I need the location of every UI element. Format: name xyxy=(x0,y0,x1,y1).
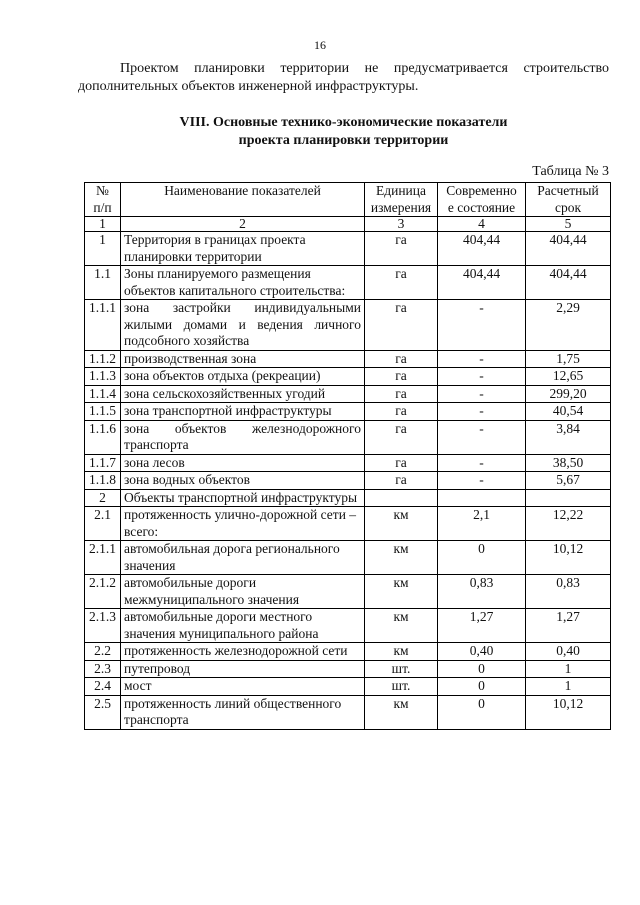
column-index-2: 2 xyxy=(121,217,365,232)
row-unit: шт. xyxy=(365,660,438,678)
intro-paragraph: Проектом планировки территории не предусматривается строительство дополнительных объектов инженерной инфраструктуры. xyxy=(78,61,609,94)
row-number: 2.4 xyxy=(85,678,121,696)
row-indicator-name: зона транспортной инфраструктуры xyxy=(121,403,365,421)
row-target-value: 0,40 xyxy=(526,643,611,661)
row-unit: км xyxy=(365,541,438,575)
table-row xyxy=(85,454,611,472)
row-unit: км xyxy=(365,507,438,541)
row-unit: га xyxy=(365,300,438,351)
row-indicator-name: зона водных объектов xyxy=(121,472,365,490)
row-number: 1.1.5 xyxy=(85,403,121,421)
section-heading xyxy=(78,114,609,150)
row-number: 1.1.7 xyxy=(85,454,121,472)
header-number-line-2: п/п xyxy=(93,199,112,215)
row-current-value: - xyxy=(438,472,526,490)
row-unit: га xyxy=(365,472,438,490)
row-target-value: 404,44 xyxy=(526,266,611,300)
row-indicator-name: автомобильные дороги межмуниципального значения xyxy=(121,575,365,609)
row-current-value: 0 xyxy=(438,678,526,696)
row-number: 2.1.3 xyxy=(85,609,121,643)
row-target-value xyxy=(526,489,611,507)
row-current-value: - xyxy=(438,350,526,368)
row-target-value: 299,20 xyxy=(526,385,611,403)
row-indicator-name: протяженность улично-дорожной сети – всего: xyxy=(121,507,365,541)
header-current-state xyxy=(438,183,526,217)
row-current-value: - xyxy=(438,368,526,386)
row-unit: км xyxy=(365,695,438,729)
row-unit: га xyxy=(365,454,438,472)
indicators-table xyxy=(84,182,611,730)
row-indicator-name: производственная зона xyxy=(121,350,365,368)
table-row xyxy=(85,609,611,643)
row-target-value: 1 xyxy=(526,660,611,678)
row-number: 2.5 xyxy=(85,695,121,729)
row-indicator-name: Территория в границах проекта планировки территории xyxy=(121,232,365,266)
row-current-value: 0,83 xyxy=(438,575,526,609)
row-current-value: 0,40 xyxy=(438,643,526,661)
header-target-period xyxy=(526,183,611,217)
row-current-value: 404,44 xyxy=(438,266,526,300)
row-number: 1.1 xyxy=(85,266,121,300)
table-body xyxy=(85,232,611,730)
row-number: 1.1.2 xyxy=(85,350,121,368)
row-target-value: 1 xyxy=(526,678,611,696)
table-header-row xyxy=(85,183,611,217)
header-number-line-1: № xyxy=(96,183,109,198)
column-index-3: 3 xyxy=(365,217,438,232)
table-row xyxy=(85,385,611,403)
row-current-value: 0 xyxy=(438,660,526,678)
row-target-value: 0,83 xyxy=(526,575,611,609)
row-number: 2 xyxy=(85,489,121,507)
table-row xyxy=(85,660,611,678)
row-indicator-name: зона застройки индивидуальными жилыми домами и ведения личного подсобного хозяйства xyxy=(121,300,365,351)
row-unit xyxy=(365,489,438,507)
header-unit-line-1: Единица xyxy=(375,183,426,198)
row-number: 1.1.3 xyxy=(85,368,121,386)
row-current-value: - xyxy=(438,385,526,403)
row-target-value: 38,50 xyxy=(526,454,611,472)
table-row xyxy=(85,575,611,609)
row-number: 1.1.1 xyxy=(85,300,121,351)
row-target-value: 12,22 xyxy=(526,507,611,541)
section-heading-line-2: проекта планировки территории xyxy=(238,133,449,148)
row-number: 2.3 xyxy=(85,660,121,678)
row-current-value: - xyxy=(438,420,526,454)
table-row xyxy=(85,643,611,661)
header-indicator-name: Наименование показателей xyxy=(121,183,365,217)
row-number: 1 xyxy=(85,232,121,266)
row-indicator-name: зона объектов железнодорожного транспорта xyxy=(121,420,365,454)
header-unit xyxy=(365,183,438,217)
row-number: 2.1.1 xyxy=(85,541,121,575)
row-target-value: 12,65 xyxy=(526,368,611,386)
row-unit: га xyxy=(365,232,438,266)
header-current-line-1: Современно xyxy=(446,183,517,198)
row-target-value: 2,29 xyxy=(526,300,611,351)
row-unit: га xyxy=(365,368,438,386)
row-target-value: 404,44 xyxy=(526,232,611,266)
row-indicator-name: автомобильная дорога регионального значения xyxy=(121,541,365,575)
table-row xyxy=(85,232,611,266)
table-caption: Таблица № 3 xyxy=(532,164,609,179)
row-unit: км xyxy=(365,575,438,609)
table-row xyxy=(85,403,611,421)
row-indicator-name: протяженность линий общественного транспорта xyxy=(121,695,365,729)
row-target-value: 10,12 xyxy=(526,541,611,575)
table-row xyxy=(85,489,611,507)
row-current-value: 1,27 xyxy=(438,609,526,643)
table-row xyxy=(85,695,611,729)
row-indicator-name: автомобильные дороги местного значения муниципального района xyxy=(121,609,365,643)
row-indicator-name: зона лесов xyxy=(121,454,365,472)
row-target-value: 10,12 xyxy=(526,695,611,729)
table-row xyxy=(85,350,611,368)
row-unit: га xyxy=(365,350,438,368)
row-number: 2.2 xyxy=(85,643,121,661)
row-number: 1.1.4 xyxy=(85,385,121,403)
column-index-row xyxy=(85,217,611,232)
row-unit: га xyxy=(365,420,438,454)
header-unit-line-2: измерения xyxy=(370,199,432,215)
row-number: 1.1.8 xyxy=(85,472,121,490)
column-index-4: 4 xyxy=(438,217,526,232)
row-unit: шт. xyxy=(365,678,438,696)
row-target-value: 5,67 xyxy=(526,472,611,490)
section-heading-line-1: VIII. Основные технико-экономические показатели xyxy=(179,115,508,130)
row-number: 1.1.6 xyxy=(85,420,121,454)
column-index-1: 1 xyxy=(85,217,121,232)
row-current-value xyxy=(438,489,526,507)
row-current-value: - xyxy=(438,454,526,472)
header-current-line-2: е состояние xyxy=(447,199,516,215)
row-target-value: 3,84 xyxy=(526,420,611,454)
row-current-value: 404,44 xyxy=(438,232,526,266)
table-row xyxy=(85,472,611,490)
row-current-value: - xyxy=(438,300,526,351)
row-indicator-name: Зоны планируемого размещения объектов капитального строительства: xyxy=(121,266,365,300)
row-indicator-name: путепровод xyxy=(121,660,365,678)
row-unit: км xyxy=(365,643,438,661)
row-number: 2.1.2 xyxy=(85,575,121,609)
page-number: 16 xyxy=(314,38,326,52)
header-target-line-2: срок xyxy=(554,199,582,215)
row-indicator-name: мост xyxy=(121,678,365,696)
row-current-value: 0 xyxy=(438,541,526,575)
table-row xyxy=(85,420,611,454)
row-target-value: 1,27 xyxy=(526,609,611,643)
table-row xyxy=(85,678,611,696)
row-target-value: 40,54 xyxy=(526,403,611,421)
row-indicator-name: зона сельскохозяйственных угодий xyxy=(121,385,365,403)
table-row xyxy=(85,368,611,386)
header-number xyxy=(85,183,121,217)
row-unit: га xyxy=(365,385,438,403)
row-indicator-name: зона объектов отдыха (рекреации) xyxy=(121,368,365,386)
table-row xyxy=(85,541,611,575)
row-number: 2.1 xyxy=(85,507,121,541)
row-indicator-name: Объекты транспортной инфраструктуры xyxy=(121,489,365,507)
row-indicator-name: протяженность железнодорожной сети xyxy=(121,643,365,661)
row-target-value: 1,75 xyxy=(526,350,611,368)
table-row xyxy=(85,507,611,541)
row-unit: км xyxy=(365,609,438,643)
row-unit: га xyxy=(365,266,438,300)
header-target-line-1: Расчетный xyxy=(537,183,599,198)
row-current-value: 0 xyxy=(438,695,526,729)
row-current-value: - xyxy=(438,403,526,421)
column-index-5: 5 xyxy=(526,217,611,232)
table-row xyxy=(85,266,611,300)
row-current-value: 2,1 xyxy=(438,507,526,541)
table-row xyxy=(85,300,611,351)
row-unit: га xyxy=(365,403,438,421)
